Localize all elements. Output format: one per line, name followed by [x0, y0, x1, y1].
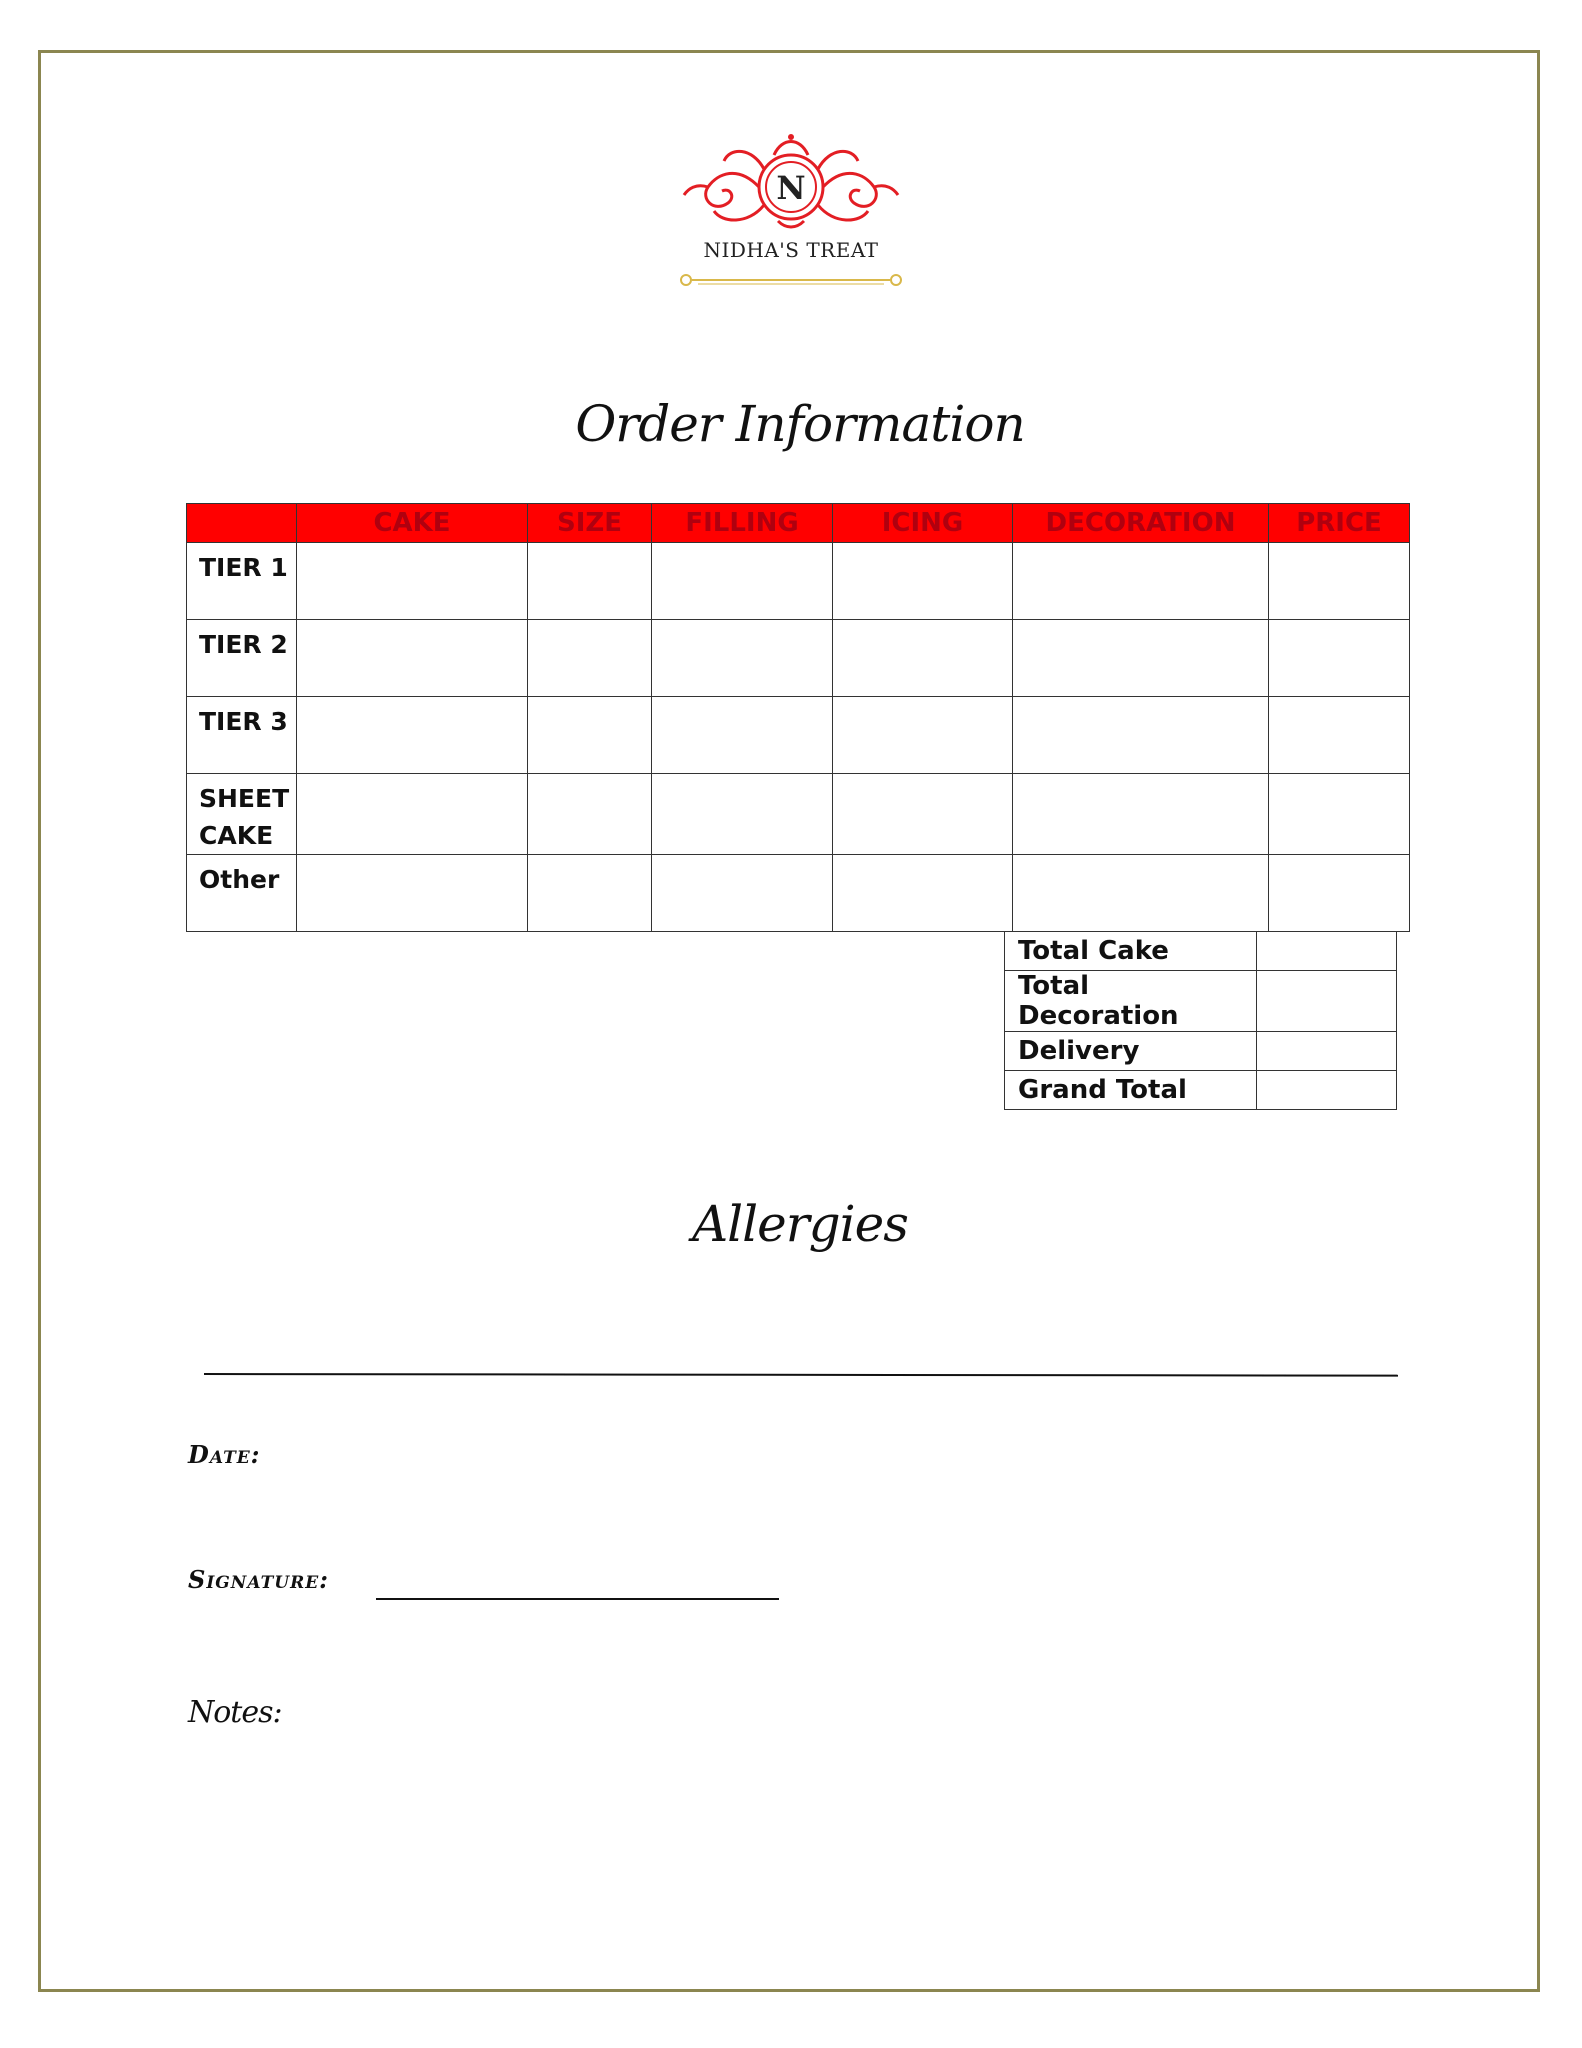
delivery-label: Delivery: [1005, 1032, 1257, 1071]
cell-input[interactable]: [528, 697, 652, 774]
cell-input[interactable]: [833, 774, 1013, 855]
signature-line[interactable]: [376, 1598, 779, 1600]
row-label-text: Other: [199, 865, 280, 894]
notes-label: Notes:: [188, 1695, 282, 1730]
cell-input[interactable]: [1013, 620, 1269, 697]
cell-input[interactable]: [528, 620, 652, 697]
cell-input[interactable]: [652, 543, 833, 620]
row-label-other: [187, 855, 297, 932]
row-label-text: TIER 3: [199, 707, 288, 736]
row-label-text: SHEET: [199, 784, 290, 813]
order-table-header: [187, 504, 1410, 543]
header-decoration: DECORATION: [1013, 504, 1269, 543]
grand-total-label: Grand Total: [1005, 1071, 1257, 1110]
row-label-text: TIER 2: [199, 630, 288, 659]
cell-input[interactable]: [1013, 543, 1269, 620]
brand-name: NIDHA'S TREAT: [703, 238, 879, 262]
cell-input[interactable]: [1269, 543, 1410, 620]
order-information-heading: Order Information: [575, 395, 1025, 453]
table-row: [1005, 1071, 1397, 1110]
total-cake-label: Total Cake: [1005, 932, 1257, 971]
total-decoration-value[interactable]: [1257, 971, 1397, 1032]
row-label-tier-1: [187, 543, 297, 620]
cell-input[interactable]: [833, 697, 1013, 774]
cell-input[interactable]: [652, 697, 833, 774]
cell-input[interactable]: [1269, 697, 1410, 774]
logo-monogram: N: [776, 169, 806, 207]
brand-logo: [678, 125, 904, 287]
header-filling: FILLING: [652, 504, 833, 543]
table-row: [187, 774, 1410, 855]
cell-input[interactable]: [528, 774, 652, 855]
header-cake: CAKE: [297, 504, 528, 543]
cell-input[interactable]: [1013, 697, 1269, 774]
cell-input[interactable]: [528, 855, 652, 932]
date-label: Date:: [188, 1440, 261, 1469]
row-label-tier-3: [187, 697, 297, 774]
header-size: SIZE: [528, 504, 652, 543]
cell-input[interactable]: [297, 774, 528, 855]
signature-label: Signature:: [188, 1565, 330, 1594]
cell-input[interactable]: [652, 774, 833, 855]
cell-input[interactable]: [652, 620, 833, 697]
table-row: [187, 620, 1410, 697]
header-icing: ICING: [833, 504, 1013, 543]
grand-total-value[interactable]: [1257, 1071, 1397, 1110]
table-row: [1005, 1032, 1397, 1071]
row-label-sheet-cake: [187, 774, 297, 855]
header-price: PRICE: [1269, 504, 1410, 543]
cell-input[interactable]: [297, 855, 528, 932]
table-row: [1005, 932, 1397, 971]
cell-input[interactable]: [528, 543, 652, 620]
table-row: [187, 697, 1410, 774]
totals-table: [1004, 931, 1397, 1110]
header-blank: [187, 504, 297, 543]
cell-input[interactable]: [1013, 855, 1269, 932]
cell-input[interactable]: [1269, 774, 1410, 855]
table-row: [1005, 971, 1397, 1032]
cell-input[interactable]: [1269, 620, 1410, 697]
total-cake-value[interactable]: [1257, 932, 1397, 971]
table-row: [187, 855, 1410, 932]
order-table: [186, 503, 1410, 932]
cell-input[interactable]: [652, 855, 833, 932]
cell-input[interactable]: [1013, 774, 1269, 855]
allergies-heading: Allergies: [692, 1195, 908, 1253]
cell-input[interactable]: [297, 543, 528, 620]
cell-input[interactable]: [833, 620, 1013, 697]
cell-input[interactable]: [833, 855, 1013, 932]
row-label-text: CAKE: [199, 821, 274, 850]
row-label-tier-2: [187, 620, 297, 697]
table-row: [187, 543, 1410, 620]
cell-input[interactable]: [833, 543, 1013, 620]
cell-input[interactable]: [297, 620, 528, 697]
row-label-text: TIER 1: [199, 553, 288, 582]
cell-input[interactable]: [297, 697, 528, 774]
delivery-value[interactable]: [1257, 1032, 1397, 1071]
total-decoration-label: Total Decoration: [1005, 971, 1257, 1032]
gold-underline-icon: [678, 273, 904, 287]
cell-input[interactable]: [1269, 855, 1410, 932]
ornament-icon: [678, 125, 904, 237]
